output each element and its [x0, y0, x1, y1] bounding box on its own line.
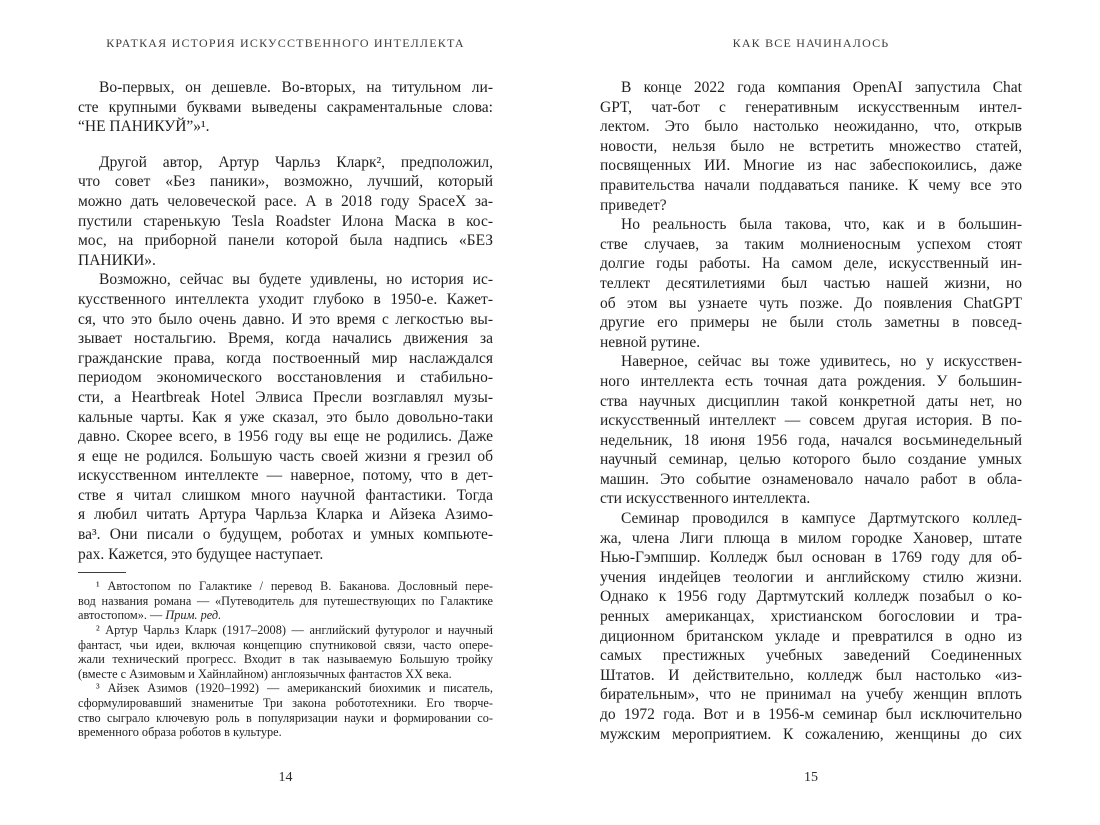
- body-text-right: [600, 78, 1022, 744]
- text-line: кальные чарты. Как я уже сказал, это было довольно-таки: [78, 408, 493, 426]
- text-line: ² Артур Чарльз Кларк (1917–2008) — английский футуролог и научный: [96, 623, 493, 638]
- text-line: приведет?: [600, 196, 667, 214]
- text-line: временного образа роботов в культуре.: [78, 725, 282, 740]
- page-left: [78, 36, 493, 796]
- paragraph: [78, 270, 493, 564]
- text-line: ся, что это было очень давно. И это время с легкостью вы-: [78, 310, 493, 328]
- text-line: я любил читать Артура Чарльза Кларка и Айзека Азимо-: [78, 506, 493, 524]
- paragraph: [78, 579, 493, 623]
- paragraph: [600, 352, 1022, 509]
- text-line: зывает ностальгию. Время, когда начались движения за: [78, 330, 493, 348]
- text-line: гражданские права, когда поствоенный мир наслаждался: [78, 349, 493, 367]
- body-text-left: [78, 78, 493, 564]
- text-line: ного интеллекта есть точная дата рождения. У большин-: [600, 372, 1022, 390]
- text-line: давно. Скорее всего, в 1956 году вы еще не родились. Даже: [78, 428, 493, 446]
- text-line: теллект десятилетиями был частью нашей жизни, но: [600, 274, 1022, 292]
- text-line: долгие годы работы. На самом деле, искусственный ин-: [600, 255, 1022, 273]
- text-line: ³ Айзек Азимов (1920–1992) — американский биохимик и писатель,: [96, 681, 493, 696]
- text-line: В конце 2022 года компания OpenAI запустила Chat: [621, 79, 1022, 96]
- text-line: машин. Это событие ознаменовало начало работ в обла-: [600, 470, 1022, 488]
- text-line: Во-первых, он дешевле. Во-вторых, на титульном ли-: [99, 79, 493, 96]
- text-line: сти, а Heartbreak Hotel Элвиса Пресли возглавлял музы-: [78, 388, 493, 406]
- text-line: посвященных ИИ. Многие из нас забеспокоились, даже: [600, 157, 1022, 175]
- text-line: Возможно, сейчас вы будете удивлены, но история ис-: [99, 271, 493, 289]
- text-line: Штатов. И действительно, колледж был настолько «из-: [600, 666, 1022, 684]
- page-number-right: 15: [804, 770, 818, 785]
- paragraph: [600, 509, 1022, 744]
- text-line: рах. Кажется, это будущее наступает.: [78, 545, 324, 563]
- text-line: другие его примеры не были столь заметны в повсед-: [600, 314, 1022, 332]
- text-line: ПАНИКИ».: [78, 251, 156, 269]
- paragraph: [78, 78, 493, 137]
- text-line: можно дать человеческой расе. А в 2018 году SpaceX за-: [78, 192, 493, 210]
- text-line: Нью-Гэмпшир. Колледж был основан в 1769 году для об-: [600, 549, 1022, 567]
- page-number-left: 14: [278, 770, 293, 785]
- text-line: что совет «Без паники», возможно, лучший, который: [78, 173, 493, 191]
- text-line: сти искусственного интеллекта.: [600, 490, 811, 508]
- text-line: Наверное, сейчас вы тоже удивитесь, но у искусствен-: [621, 353, 1022, 371]
- text-line: об этом вы узнаете чуть позже. До появления ChatGPT: [600, 294, 1022, 312]
- text-line: научный семинар, целью которого было создание умных: [600, 451, 1022, 469]
- text-line: жа, члена Лиги плюща в милом городке Хановер, штате: [600, 529, 1022, 547]
- text-line: сформулировавший знаменитые Три закона робототехники. Его творче-: [78, 696, 493, 710]
- footnote-list: [78, 579, 493, 740]
- text-line: мос, на приборной панели которой была надпись «БЕЗ: [78, 232, 493, 250]
- text-line: самых престижных учебных заведений Соединенных: [600, 647, 1022, 665]
- text-line: стве я читал слишком много научной фантастики. Тогда: [78, 486, 493, 504]
- paragraph: [78, 623, 493, 681]
- text-line: Однако к 1956 году Дартмутский колледж позабыл о ко-: [600, 588, 1022, 606]
- text-line: “НЕ ПАНИКУЙ”»¹.: [78, 118, 210, 136]
- text-line: искусственный интеллект — совсем другая история. В по-: [600, 412, 1022, 430]
- text-line: ва³. Они писали о будущем, роботах и умных компьюте-: [78, 526, 493, 544]
- text-line: ства научных дисциплин такой конкретной даты нет, но: [600, 392, 1022, 410]
- footnote-separator: [78, 572, 126, 573]
- text-line: Но реальность была такова, что, как и в большин-: [621, 216, 1022, 234]
- text-line: Другой автор, Артур Чарльз Кларк², предположил,: [99, 153, 493, 171]
- text-line: невной рутине.: [600, 333, 701, 351]
- text-line: искусственном интеллекте — наверное, потому, что в дет-: [78, 467, 493, 485]
- text-line: ренных американцах, христианском богословии и тра-: [600, 608, 1022, 626]
- text-line: вод названия романа — «Путеводитель для путешествующих по Галактике: [78, 593, 493, 608]
- text-line: GPT, чат-бот с генеративным искусственным интел-: [600, 98, 1022, 116]
- text-line: периодом экономического восстановления и стабильно-: [78, 369, 493, 387]
- text-line: Семинар проводился в кампусе Дартмутского коллед-: [621, 510, 1022, 528]
- text-line: пустили старенькую Tesla Roadster Илона Маска в кос-: [78, 212, 493, 230]
- text-line: кусственного интеллекта уходит глубоко в 1950-е. Кажет-: [78, 290, 493, 308]
- paragraph: [78, 153, 493, 271]
- text-line: автостопом». — Прим. ред.: [78, 608, 222, 623]
- running-head-left: КРАТКАЯ ИСТОРИЯ ИСКУССТВЕННОГО ИНТЕЛЛЕКТА: [106, 36, 465, 50]
- text-line: ¹ Автостопом по Галактике / перевод В. Баканова. Дословный пере-: [96, 579, 493, 594]
- text-line: диционном британском укладе и превратился в одно из: [600, 627, 1022, 645]
- paragraph: [600, 78, 1022, 215]
- text-line: сте крупными буквами выведены сакраментальные слова:: [78, 98, 493, 116]
- footnotes-block: [78, 572, 493, 740]
- text-line: ство сыграло ключевую роль в популяризации науки и формировании со-: [78, 710, 493, 725]
- text-line: правительства начали поддаваться панике. К чему все это: [600, 176, 1022, 194]
- running-head-right: КАК ВСЕ НАЧИНАЛОСЬ: [732, 36, 890, 50]
- paragraph: [600, 215, 1022, 352]
- page-right: [600, 36, 1022, 796]
- text-line: учения индейцев теологии и английскому стилю жизни.: [600, 568, 1022, 586]
- paragraph: [78, 681, 493, 739]
- text-line: стве случаев, за таким молниеносным успехом стоят: [600, 235, 1022, 253]
- text-line: я еще не родился. Большую часть своей жизни я грезил об: [78, 447, 493, 465]
- text-line: жали технический прогресс. Входит в так называемую Большую тройку: [78, 652, 493, 667]
- text-line: до 1972 года. Вот и в 1956-м семинар был исключительно: [600, 706, 1022, 723]
- text-line: (вместе с Азимовым и Хайнлайном) англоязычных фантастов XX века.: [78, 666, 452, 681]
- text-line: недельник, 18 июня 1956 года, начался восьминедельный: [600, 431, 1022, 449]
- text-line: лектом. Это было настолько неожиданно, что, открыв: [600, 118, 1022, 136]
- text-line: фантаст, чьи идеи, включая концепцию спутниковой связи, часто опере-: [78, 637, 493, 652]
- text-line: новости, нельзя было не встретить множество статей,: [600, 137, 1022, 155]
- text-line: бирательным», что не принимал на учебу женщин вплоть: [600, 686, 1022, 704]
- text-line: мужским мероприятием. К сожалению, женщины до сих: [600, 725, 1022, 743]
